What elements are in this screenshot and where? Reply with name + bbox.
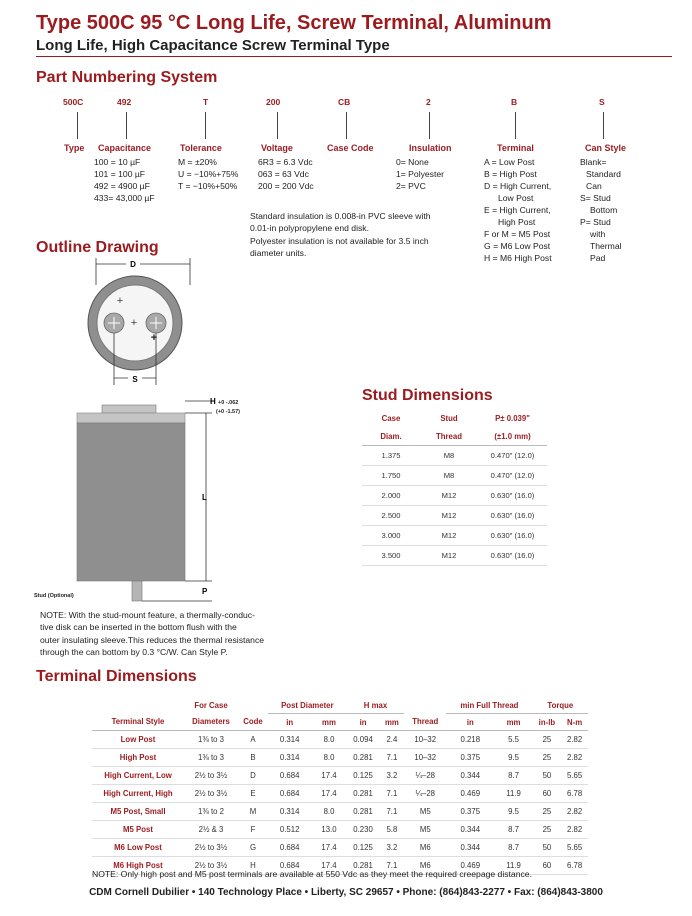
column-header: in xyxy=(286,717,294,727)
list-item: Blank= xyxy=(580,157,607,167)
list-item: High Post xyxy=(498,217,536,227)
code-voltage: 200 xyxy=(266,97,281,107)
dimension-s-label: S xyxy=(132,375,138,384)
column-header: P± 0.039" xyxy=(495,413,530,423)
list-item: G = M6 Low Post xyxy=(484,241,551,251)
list-item: 200 = 200 Vdc xyxy=(258,181,314,191)
terminal-style-cell: M6 Low Post xyxy=(92,839,184,857)
table-row xyxy=(362,486,547,506)
note-line: NOTE: With the stud-mount feature, a thermally-conduc- xyxy=(40,610,255,620)
table-cell: 5.65 xyxy=(561,767,588,785)
table-cell: 0.230 xyxy=(347,821,380,839)
column-header: in-lb xyxy=(538,717,556,727)
table-cell: 0.375 xyxy=(446,749,494,767)
table-cell: 7.1 xyxy=(379,785,404,803)
table-cell: M xyxy=(238,803,268,821)
code-capacitance: 492 xyxy=(117,97,132,107)
column-header: N-m xyxy=(567,717,583,727)
terminal-list xyxy=(484,156,552,264)
table-cell: 0.684 xyxy=(268,785,311,803)
table-cell: 2.500 xyxy=(362,506,420,526)
column-header: min Full Thread xyxy=(446,697,532,714)
note-line: Polyester insulation is not available for 3.5 inch xyxy=(250,235,429,246)
table-cell: M6 xyxy=(404,839,446,857)
dimension-h-tol: +0 -.062 xyxy=(218,400,239,406)
table-cell: 8.0 xyxy=(311,749,346,767)
list-item: Low Post xyxy=(498,193,534,203)
table-cell: B xyxy=(238,749,268,767)
table-cell: 0.470" (12.0) xyxy=(478,446,547,466)
table-cell: 17.4 xyxy=(311,767,346,785)
table-cell: 6.78 xyxy=(561,857,588,875)
table-row xyxy=(362,466,547,486)
table-cell: 8.0 xyxy=(311,803,346,821)
table-row xyxy=(92,767,588,785)
terminal-style-cell: M5 Post xyxy=(92,821,184,839)
table-cell: 10–32 xyxy=(404,731,446,749)
dimension-d-label: D xyxy=(130,260,136,269)
terminal-style-cell: High Post xyxy=(92,749,184,767)
terminal-style-cell: M5 Post, Small xyxy=(92,803,184,821)
column-header: in xyxy=(466,717,474,727)
note-line: diameter units. xyxy=(250,247,307,258)
label-voltage: Voltage xyxy=(261,143,293,153)
table-cell: 0.630" (16.0) xyxy=(478,546,547,566)
table-cell: M12 xyxy=(420,546,478,566)
table-cell: 0.281 xyxy=(347,803,380,821)
list-item: M = ±20% xyxy=(178,157,217,167)
table-cell: 25 xyxy=(533,749,562,767)
table-cell: 17.4 xyxy=(311,857,346,875)
list-item: A = Low Post xyxy=(484,157,535,167)
list-item: Can xyxy=(586,181,602,191)
list-item: 101 = 100 µF xyxy=(94,169,146,179)
table-cell: 25 xyxy=(533,731,562,749)
label-can-style: Can Style xyxy=(585,143,627,153)
table-cell: 0.630" (16.0) xyxy=(478,506,547,526)
label-capacitance: Capacitance xyxy=(98,143,152,153)
column-header: For Case xyxy=(194,700,228,710)
table-cell: 0.314 xyxy=(268,803,311,821)
table-cell: 1⅜ to 3 xyxy=(184,731,238,749)
column-header: Thread xyxy=(412,717,439,727)
table-row xyxy=(92,785,588,803)
table-cell: 8.7 xyxy=(494,767,532,785)
table-cell: 0.630" (16.0) xyxy=(478,486,547,506)
table-cell: 0.469 xyxy=(446,785,494,803)
code-terminal: B xyxy=(511,97,518,107)
table-cell: 0.684 xyxy=(268,857,311,875)
table-cell: G xyxy=(238,839,268,857)
table-cell: 2½ to 3½ xyxy=(184,767,238,785)
table-cell: 1⅜ to 2 xyxy=(184,803,238,821)
tick-terminal xyxy=(515,112,516,139)
insulation-list xyxy=(396,156,444,192)
table-cell: M12 xyxy=(420,506,478,526)
list-item: 1= Polyester xyxy=(396,169,445,179)
table-cell: 0.470" (12.0) xyxy=(478,466,547,486)
table-cell: 1.375 xyxy=(362,446,420,466)
table-cell: 1⅜ to 3 xyxy=(184,749,238,767)
table-cell: 0.684 xyxy=(268,839,311,857)
can-top-edge xyxy=(77,413,185,423)
tick-case xyxy=(346,112,347,139)
code-insulation: 2 xyxy=(426,97,431,107)
table-cell: M5 xyxy=(404,803,446,821)
table-cell: 3.500 xyxy=(362,546,420,566)
table-cell: 8.7 xyxy=(494,839,532,857)
list-item: H = M6 High Post xyxy=(484,253,552,263)
outline-drawing-heading: Outline Drawing xyxy=(36,239,159,256)
table-cell: 5.8 xyxy=(379,821,404,839)
table-cell: 8.7 xyxy=(494,821,532,839)
dimension-p-label: P xyxy=(202,587,208,596)
table-cell: 0.281 xyxy=(347,785,380,803)
column-header xyxy=(238,697,268,714)
label-tolerance: Tolerance xyxy=(180,143,222,153)
table-cell: 17.4 xyxy=(311,839,346,857)
table-cell: 2.000 xyxy=(362,486,420,506)
column-header: H max xyxy=(347,697,405,714)
table-row xyxy=(92,821,588,839)
table-cell: 11.9 xyxy=(494,857,532,875)
note-line: Standard insulation is 0.008-in PVC sleeve with xyxy=(250,211,431,221)
list-item: P= Stud xyxy=(580,217,611,227)
table-cell: F xyxy=(238,821,268,839)
column-header xyxy=(92,697,184,714)
code-tolerance: T xyxy=(203,97,209,107)
dimension-h-label: H xyxy=(210,397,216,406)
stud xyxy=(132,581,142,601)
table-cell: 0.344 xyxy=(446,839,494,857)
terminal-style-cell: M6 High Post xyxy=(92,857,184,875)
table-header-row xyxy=(362,427,547,446)
tick-can-style xyxy=(603,112,604,139)
table-cell: 13.0 xyxy=(311,821,346,839)
list-item: Bottom xyxy=(590,205,618,215)
list-item: D = High Current, xyxy=(484,181,552,191)
terminal-posts xyxy=(102,405,156,413)
table-row xyxy=(362,526,547,546)
stud-dimensions-heading: Stud Dimensions xyxy=(362,387,493,404)
column-header: Diameters xyxy=(192,717,230,727)
table-cell: 0.218 xyxy=(446,731,494,749)
table-row xyxy=(362,546,547,566)
table-cell: 7.1 xyxy=(379,803,404,821)
table-cell: M8 xyxy=(420,466,478,486)
table-cell: 0.375 xyxy=(446,803,494,821)
table-cell: 0.094 xyxy=(347,731,380,749)
table-row xyxy=(92,731,588,749)
table-cell: 50 xyxy=(533,767,562,785)
table-row xyxy=(92,839,588,857)
table-cell: 1.750 xyxy=(362,466,420,486)
code-type: 500C xyxy=(63,97,84,107)
capacitance-list xyxy=(94,156,155,204)
terminal-note: NOTE: Only high post and M5 post terminals are available at 550 Vdc as they meet the required creepage distance. xyxy=(92,869,532,879)
tick-capacitance xyxy=(126,112,127,139)
note-line: 0.01-in polypropylene end disk. xyxy=(250,223,369,234)
table-cell: 7.1 xyxy=(379,749,404,767)
table-cell: 2.4 xyxy=(379,731,404,749)
can-body xyxy=(77,423,185,581)
outline-drawing xyxy=(30,255,240,610)
table-row xyxy=(92,749,588,767)
tick-type xyxy=(77,112,78,139)
note-line: tive disk can be inserted in the bottom flush with the xyxy=(40,622,237,633)
list-item: E = High Current, xyxy=(484,205,551,215)
table-cell: 0.281 xyxy=(347,857,380,875)
column-header: Terminal Style xyxy=(111,717,165,727)
list-item: B = High Post xyxy=(484,169,537,179)
table-cell: 2½ to 3½ xyxy=(184,857,238,875)
dimension-l-label: L xyxy=(202,493,207,502)
title-rule xyxy=(36,56,672,57)
code-can-style: S xyxy=(599,97,605,107)
column-header: mm xyxy=(506,717,521,727)
dimension-h-tol-mm: (+0 -1.57) xyxy=(216,409,240,415)
insulation-note xyxy=(250,210,431,259)
table-cell: H xyxy=(238,857,268,875)
note-line: outer insulating sleeve.This reduces the thermal resistance xyxy=(40,634,265,645)
table-cell: ¼–28 xyxy=(404,767,446,785)
tick-tolerance xyxy=(205,112,206,139)
table-cell: 25 xyxy=(533,803,562,821)
table-cell: 3.2 xyxy=(379,767,404,785)
center-plus: + xyxy=(130,317,138,329)
label-case-code: Case Code xyxy=(327,143,374,153)
table-cell: 3.000 xyxy=(362,526,420,546)
table-cell: 60 xyxy=(533,785,562,803)
page-subtitle: Long Life, High Capacitance Screw Terminal Type xyxy=(36,37,390,54)
list-item: S= Stud xyxy=(580,193,611,203)
column-header: Diam. xyxy=(380,431,402,441)
table-cell: 0.344 xyxy=(446,821,494,839)
terminal-style-cell: Low Post xyxy=(92,731,184,749)
table-cell: 2.82 xyxy=(561,803,588,821)
table-cell: 10–32 xyxy=(404,749,446,767)
table-cell: 0.125 xyxy=(347,767,380,785)
column-header: mm xyxy=(322,717,336,727)
table-cell: ¼–28 xyxy=(404,785,446,803)
table-cell: 0.630" (16.0) xyxy=(478,526,547,546)
list-item: 063 = 63 Vdc xyxy=(258,169,309,179)
list-item: 492 = 4900 µF xyxy=(94,181,150,191)
column-header: mm xyxy=(384,717,399,727)
part-numbering-heading: Part Numbering System xyxy=(36,69,218,86)
list-item: 100 = 10 µF xyxy=(94,157,141,167)
table-cell: 6.78 xyxy=(561,785,588,803)
terminal-dimensions-heading: Terminal Dimensions xyxy=(36,668,197,685)
table-header-row xyxy=(92,714,588,731)
column-header: (±1.0 mm) xyxy=(494,431,531,441)
column-header: Case xyxy=(381,413,401,423)
table-cell: 9.5 xyxy=(494,749,532,767)
table-cell: 0.684 xyxy=(268,767,311,785)
table-cell: 0.344 xyxy=(446,767,494,785)
positive-mark: + xyxy=(150,332,158,344)
plus-mark: + xyxy=(116,295,124,307)
code-case: CB xyxy=(338,97,351,107)
table-header-row xyxy=(362,409,547,427)
column-header: Code xyxy=(243,717,263,727)
footer-contact: CDM Cornell Dubilier • 140 Technology Place • Liberty, SC 29657 • Phone: (864)843-2277 • Fax: (864)843-3800 xyxy=(89,887,603,898)
column-header: in xyxy=(359,717,367,727)
column-header: Stud xyxy=(440,413,458,423)
table-cell: 2½ to 3½ xyxy=(184,839,238,857)
list-item: U = −10%+75% xyxy=(178,169,239,179)
tick-insulation xyxy=(429,112,430,139)
column-header xyxy=(404,697,446,714)
label-terminal: Terminal xyxy=(497,143,534,153)
table-cell: 2½ to 3½ xyxy=(184,785,238,803)
table-cell: E xyxy=(238,785,268,803)
table-cell: 11.9 xyxy=(494,785,532,803)
table-cell: 17.4 xyxy=(311,785,346,803)
table-cell: 3.2 xyxy=(379,839,404,857)
list-item: T = −10%+50% xyxy=(178,181,238,191)
note-line: through the can bottom by 0.3 °C/W. Can Style P. xyxy=(40,646,228,657)
stud-dimensions-table xyxy=(362,409,547,566)
table-row xyxy=(362,506,547,526)
table-cell: 2.82 xyxy=(561,731,588,749)
label-insulation: Insulation xyxy=(409,143,452,153)
table-cell: A xyxy=(238,731,268,749)
terminal-dimensions-table xyxy=(92,697,588,875)
table-cell: 0.512 xyxy=(268,821,311,839)
list-item: 6R3 = 6.3 Vdc xyxy=(258,157,313,167)
table-cell: 2.82 xyxy=(561,821,588,839)
list-item: Pad xyxy=(590,253,606,263)
table-cell: 2.82 xyxy=(561,749,588,767)
table-cell: 2½ & 3 xyxy=(184,821,238,839)
table-cell: D xyxy=(238,767,268,785)
table-cell: M12 xyxy=(420,486,478,506)
table-row xyxy=(362,446,547,466)
table-cell: 9.5 xyxy=(494,803,532,821)
label-type: Type xyxy=(64,143,85,153)
list-item: 0= None xyxy=(396,157,429,167)
column-header: Torque xyxy=(533,697,588,714)
list-item: Thermal xyxy=(590,241,622,251)
stud-optional-label: Stud (Optional) xyxy=(34,593,74,599)
column-header: Thread xyxy=(436,431,462,441)
list-item: 433= 43,000 µF xyxy=(94,193,155,203)
table-cell: M5 xyxy=(404,821,446,839)
table-cell: M6 xyxy=(404,857,446,875)
column-header: Post Diameter xyxy=(268,697,347,714)
table-cell: M12 xyxy=(420,526,478,546)
table-cell: 0.314 xyxy=(268,749,311,767)
table-cell: 60 xyxy=(533,857,562,875)
outline-note xyxy=(40,609,264,658)
list-item: Standard xyxy=(586,169,621,179)
list-item: with xyxy=(590,229,606,239)
terminal-style-cell: High Current, High xyxy=(92,785,184,803)
table-cell: 8.0 xyxy=(311,731,346,749)
table-cell: 50 xyxy=(533,839,562,857)
voltage-list xyxy=(258,156,314,192)
list-item: F or M = M5 Post xyxy=(484,229,551,239)
table-cell: 0.281 xyxy=(347,749,380,767)
terminal-style-cell: High Current, Low xyxy=(92,767,184,785)
can-style-list xyxy=(580,156,622,264)
table-cell: 0.314 xyxy=(268,731,311,749)
table-cell: M8 xyxy=(420,446,478,466)
table-header-row xyxy=(92,697,588,714)
table-cell: 0.469 xyxy=(446,857,494,875)
table-cell: 25 xyxy=(533,821,562,839)
page-title: Type 500C 95 °C Long Life, Screw Terminal, Aluminum xyxy=(36,12,552,34)
table-cell: 7.1 xyxy=(379,857,404,875)
table-row xyxy=(92,803,588,821)
table-cell: 5.5 xyxy=(494,731,532,749)
table-cell: 5.65 xyxy=(561,839,588,857)
table-cell: 0.125 xyxy=(347,839,380,857)
tick-voltage xyxy=(277,112,278,139)
tolerance-list xyxy=(178,156,238,192)
list-item: 2= PVC xyxy=(396,181,426,191)
